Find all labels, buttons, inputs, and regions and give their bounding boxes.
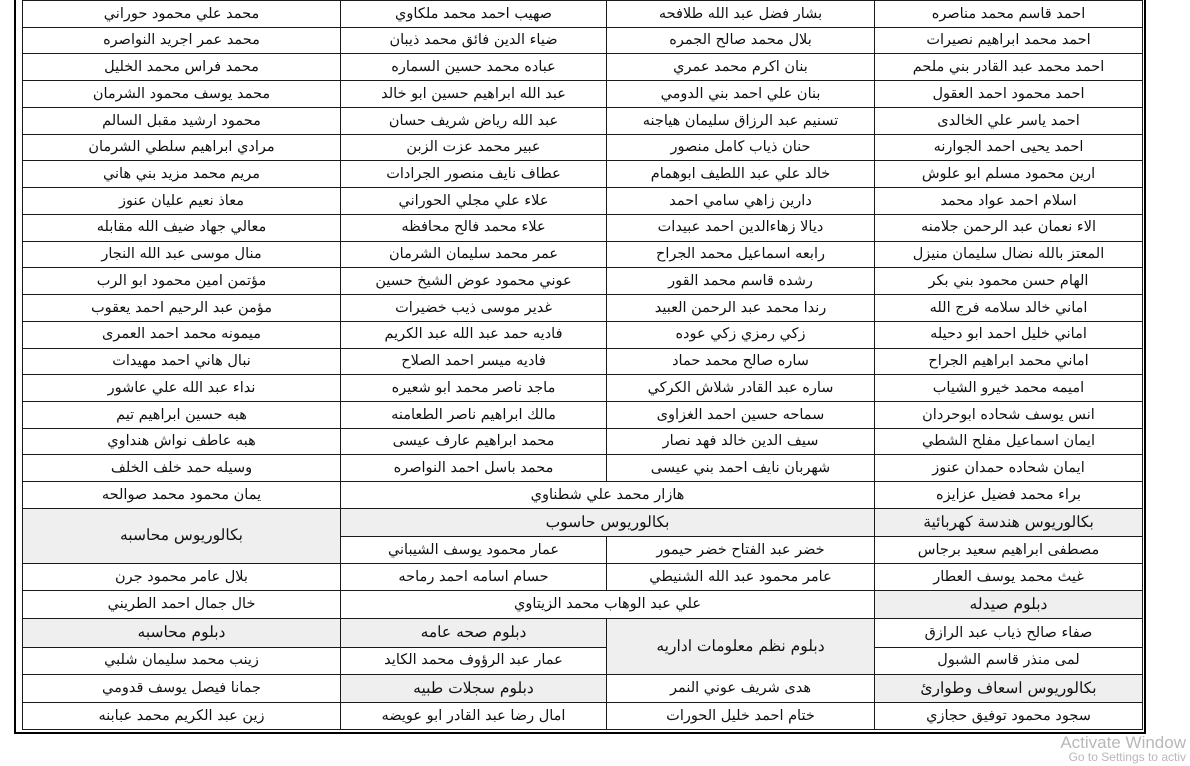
table-row: [23, 161, 1143, 188]
table-cell: سيف الدين خالد فهد نصار: [607, 428, 875, 455]
table-cell: غدير موسى ذيب خضيرات: [341, 295, 607, 322]
table-cell: مصطفى ابراهيم سعيد برجاس: [875, 537, 1143, 564]
table-cell: منال موسى عبد الله النجار: [23, 241, 341, 268]
table-row: [23, 321, 1143, 348]
table-cell: شهربان نايف احمد بني عيسى: [607, 455, 875, 482]
table-cell: وسيله حمد خلف الخلف: [23, 455, 341, 482]
section-header: بكالوريوس هندسة كهربائية: [875, 508, 1143, 536]
table-cell: مؤمن عبد الرحيم احمد يعقوب: [23, 295, 341, 322]
table-row: [23, 674, 1143, 702]
table-cell: جمانا فيصل يوسف قدومي: [23, 674, 341, 702]
table-row: [23, 619, 1143, 647]
section-header: دبلوم صيدله: [875, 590, 1143, 618]
names-table-body: [23, 1, 1143, 730]
table-cell: انس يوسف شحاده ابوحردان: [875, 402, 1143, 429]
table-cell: علي عبد الوهاب محمد الزيتاوي: [341, 590, 875, 618]
table-row: [23, 268, 1143, 295]
table-cell: عمر محمد سليمان الشرمان: [341, 241, 607, 268]
table-row: [23, 188, 1143, 215]
table-cell: سماحه حسين احمد الغزاوى: [607, 402, 875, 429]
table-cell: محمد فراس محمد الخليل: [23, 54, 341, 81]
table-cell: فاديه ميسر احمد الصلاح: [341, 348, 607, 375]
table-cell: احمد محمد عبد القادر بني ملحم: [875, 54, 1143, 81]
table-cell: اماني محمد ابراهيم الجراح: [875, 348, 1143, 375]
table-cell: دارين زاهي سامي احمد: [607, 188, 875, 215]
table-cell: حنان ذياب كامل منصور: [607, 134, 875, 161]
table-cell: عطاف نايف منصور الجرادات: [341, 161, 607, 188]
table-cell: يمان محمود محمد صوالحه: [23, 482, 341, 509]
table-cell: ايمان شحاده حمدان عنوز: [875, 455, 1143, 482]
table-cell: محمد علي محمود حوراني: [23, 1, 341, 28]
table-cell: احمد قاسم محمد مناصره: [875, 1, 1143, 28]
table-cell: اماني خليل احمد ابو دحيله: [875, 321, 1143, 348]
table-row: [23, 81, 1143, 108]
table-row: [23, 482, 1143, 509]
table-cell: علاء علي مجلي الحوراني: [341, 188, 607, 215]
table-row: [23, 703, 1143, 730]
table-cell: رندا محمد عبد الرحمن العبيد: [607, 295, 875, 322]
table-row: [23, 647, 1143, 674]
table-cell: غيث محمد يوسف العطار: [875, 564, 1143, 591]
table-cell: ماجد ناصر محمد ابو شعيره: [341, 375, 607, 402]
table-cell: سجود محمود توفيق حجازي: [875, 703, 1143, 730]
table-cell: زكي رمزي زكي عوده: [607, 321, 875, 348]
table-row: [23, 107, 1143, 134]
table-cell: محمد باسل احمد النواصره: [341, 455, 607, 482]
table-cell: تسنيم عبد الرزاق سليمان هياجنه: [607, 107, 875, 134]
table-cell: الهام حسن محمود بني بكر: [875, 268, 1143, 295]
table-cell: هبه حسين ابراهيم تيم: [23, 402, 341, 429]
table-cell: نداء عبد الله علي عاشور: [23, 375, 341, 402]
table-cell: رابعه اسماعيل محمد الجراح: [607, 241, 875, 268]
table-cell: عبد الله ابراهيم حسين ابو خالد: [341, 81, 607, 108]
table-cell: حسام اسامه احمد رماحه: [341, 564, 607, 591]
table-row: [23, 508, 1143, 536]
table-cell: عامر محمود عبد الله الشنيطي: [607, 564, 875, 591]
table-cell: زين عبد الكريم محمد عبابنه: [23, 703, 341, 730]
table-cell: نبال هاني احمد مهيدات: [23, 348, 341, 375]
table-row: [23, 590, 1143, 618]
table-row: [23, 27, 1143, 54]
table-cell: عوني محمود عوض الشيخ حسين: [341, 268, 607, 295]
table-cell: محمد ابراهيم عارف عيسى: [341, 428, 607, 455]
table-cell: فاديه حمد عبد الله عبد الكريم: [341, 321, 607, 348]
table-cell: خضر عبد الفتاح خضر حيمور: [607, 537, 875, 564]
activation-watermark: [1060, 734, 1186, 764]
table-row: [23, 241, 1143, 268]
table-cell: اسلام احمد عواد محمد: [875, 188, 1143, 215]
table-row: [23, 348, 1143, 375]
table-cell: بنان اكرم محمد عمري: [607, 54, 875, 81]
watermark-line-2: Go to Settings to activ: [1068, 750, 1186, 765]
table-cell: لمى منذر قاسم الشبول: [875, 647, 1143, 674]
table-cell: هبه عاطف نواش هنداوي: [23, 428, 341, 455]
table-row: [23, 455, 1143, 482]
table-row: [23, 1, 1143, 28]
table-cell: عبد الله رياض شريف حسان: [341, 107, 607, 134]
table-cell: محمود ارشيد مقبل السالم: [23, 107, 341, 134]
table-cell: ارين محمود مسلم ابو علوش: [875, 161, 1143, 188]
table-cell: عبير محمد عزت الزبن: [341, 134, 607, 161]
table-cell: براء محمد فضيل عزايزه: [875, 482, 1143, 509]
table-cell: ايمان اسماعيل مفلح الشطي: [875, 428, 1143, 455]
watermark-line-1: Activate Window: [1060, 732, 1186, 752]
section-header: دبلوم نظم معلومات اداريه: [607, 619, 875, 674]
table-row: [23, 428, 1143, 455]
table-cell: مؤتمن امين محمود ابو الرب: [23, 268, 341, 295]
table-cell: صهيب احمد محمد ملكاوي: [341, 1, 607, 28]
table-cell: معاذ نعيم عليان عنوز: [23, 188, 341, 215]
table-row: [23, 54, 1143, 81]
table-row: [23, 134, 1143, 161]
table-cell: رشده قاسم محمد القور: [607, 268, 875, 295]
table-cell: بلال عامر محمود جرن: [23, 564, 341, 591]
table-cell: علاء محمد فالح محافظه: [341, 214, 607, 241]
table-cell: احمد يحيى احمد الجوارنه: [875, 134, 1143, 161]
section-header: دبلوم صحه عامه: [341, 619, 607, 647]
section-header: دبلوم محاسبه: [23, 619, 341, 647]
table-cell: احمد محمود احمد العقول: [875, 81, 1143, 108]
table-cell: الاء نعمان عبد الرحمن جلامنه: [875, 214, 1143, 241]
table-row: [23, 214, 1143, 241]
table-row: [23, 295, 1143, 322]
table-cell: ضياء الدين فائق محمد ذيبان: [341, 27, 607, 54]
table-cell: محمد يوسف محمود الشرمان: [23, 81, 341, 108]
table-cell: اماني خالد سلامه فرج الله: [875, 295, 1143, 322]
table-cell: عمار محمود يوسف الشيباني: [341, 537, 607, 564]
table-cell: زينب محمد سليمان شلبي: [23, 647, 341, 674]
table-cell: مالك ابراهيم ناصر الطعامنه: [341, 402, 607, 429]
table-cell: المعتز بالله نضال سليمان منيزل: [875, 241, 1143, 268]
table-cell: ختام احمد خليل الحورات: [607, 703, 875, 730]
table-cell: اميمه محمد خيرو الشياب: [875, 375, 1143, 402]
table-row: [23, 375, 1143, 402]
table-cell: بشار فضل عبد الله طلافحه: [607, 1, 875, 28]
table-cell: احمد محمد ابراهيم نصيرات: [875, 27, 1143, 54]
table-cell: معالي جهاد ضيف الله مقابله: [23, 214, 341, 241]
table-cell: هازار محمد علي شطناوي: [341, 482, 875, 509]
table-cell: عمار عبد الرؤوف محمد الكايد: [341, 647, 607, 674]
table-row: [23, 564, 1143, 591]
section-header: بكالوريوس اسعاف وطوارئ: [875, 674, 1143, 702]
table-cell: ميمونه محمد احمد العمرى: [23, 321, 341, 348]
table-cell: خال جمال احمد الطريني: [23, 590, 341, 618]
table-cell: ساره صالح محمد حماد: [607, 348, 875, 375]
table-cell: خالد علي عبد اللطيف ابوهمام: [607, 161, 875, 188]
names-table: [22, 0, 1143, 730]
table-cell: بنان علي احمد بني الدومي: [607, 81, 875, 108]
table-cell: ديالا زهاءالدين احمد عبيدات: [607, 214, 875, 241]
table-cell: مرادي ابراهيم سلطي الشرمان: [23, 134, 341, 161]
table-cell: صفاء صالح ذياب عبد الرازق: [875, 619, 1143, 647]
table-cell: هدى شريف عوني النمر: [607, 674, 875, 702]
table-cell: محمد عمر اجريد النواصره: [23, 27, 341, 54]
table-cell: بلال محمد صالح الجمره: [607, 27, 875, 54]
table-cell: امال رضا عبد القادر ابو عويضه: [341, 703, 607, 730]
table-row: [23, 402, 1143, 429]
table-cell: احمد ياسر علي الخالدى: [875, 107, 1143, 134]
section-header: بكالوريوس حاسوب: [341, 508, 875, 536]
section-header: دبلوم سجلات طبيه: [341, 674, 607, 702]
table-cell: مريم محمد مزيد بني هاني: [23, 161, 341, 188]
table-cell: ساره عبد القادر شلاش الكركي: [607, 375, 875, 402]
table-cell: عباده محمد حسين السماره: [341, 54, 607, 81]
section-header: بكالوريوس محاسبه: [23, 508, 341, 563]
